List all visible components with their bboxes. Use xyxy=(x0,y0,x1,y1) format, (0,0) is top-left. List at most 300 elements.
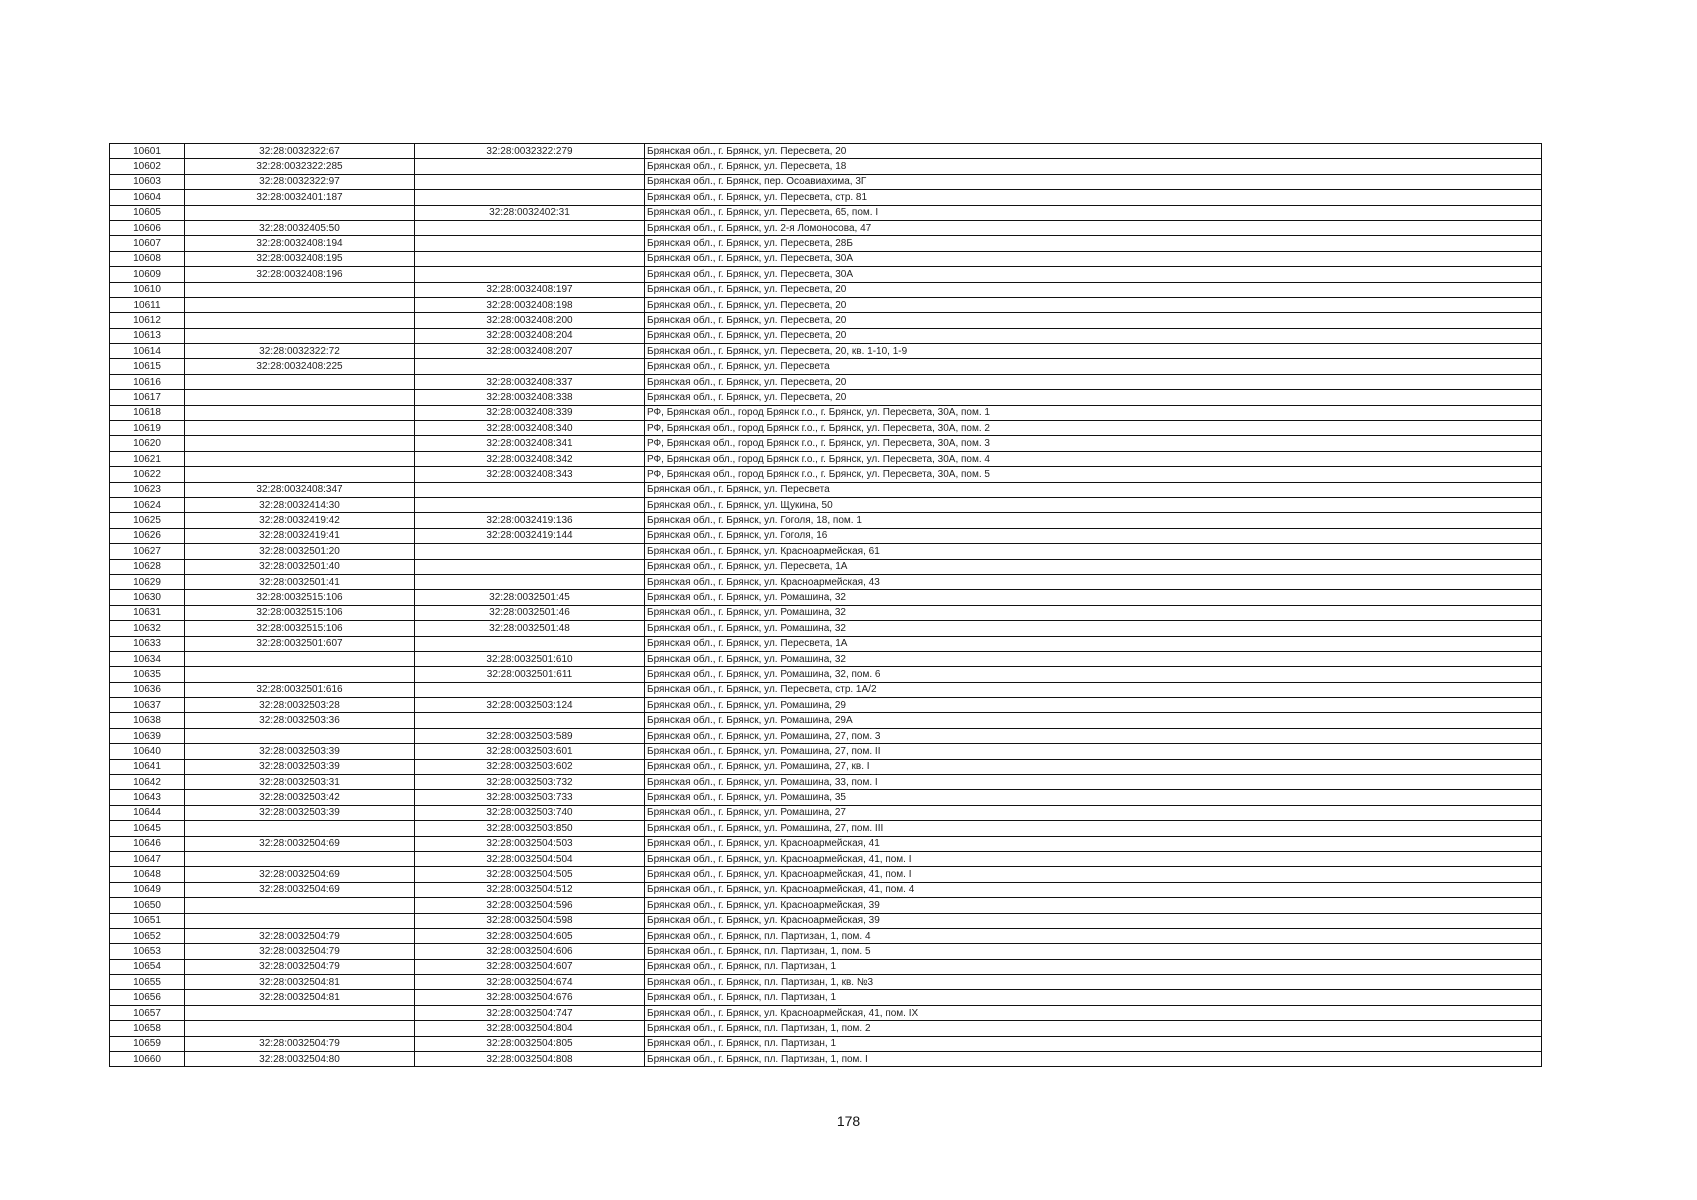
table-row xyxy=(110,605,1542,620)
row-number-cell: 10645 xyxy=(110,821,185,836)
table-row xyxy=(110,190,1542,205)
table-row xyxy=(110,821,1542,836)
row-number-cell: 10641 xyxy=(110,759,185,774)
land-cadastral-number-cell: 32:28:0032408:347 xyxy=(185,482,415,497)
address-cell: Брянская обл., г. Брянск, ул. Пересвета, 20 xyxy=(645,297,1542,312)
table-row xyxy=(110,805,1542,820)
object-cadastral-number-cell xyxy=(415,636,645,651)
object-cadastral-number-cell: 32:28:0032408:343 xyxy=(415,467,645,482)
land-cadastral-number-cell: 32:28:0032414:30 xyxy=(185,497,415,512)
table-row xyxy=(110,975,1542,990)
address-cell: Брянская обл., г. Брянск, ул. Красноармейская, 41 xyxy=(645,836,1542,851)
land-cadastral-number-cell: 32:28:0032504:69 xyxy=(185,867,415,882)
page-number: 178 xyxy=(836,1113,861,1129)
land-cadastral-number-cell: 32:28:0032322:285 xyxy=(185,159,415,174)
land-cadastral-number-cell: 32:28:0032322:67 xyxy=(185,144,415,159)
object-cadastral-number-cell: 32:28:0032504:674 xyxy=(415,975,645,990)
address-cell: Брянская обл., г. Брянск, ул. Пересвета, стр. 1А/2 xyxy=(645,682,1542,697)
object-cadastral-number-cell xyxy=(415,190,645,205)
table-row xyxy=(110,836,1542,851)
address-cell: Брянская обл., г. Брянск, ул. Пересвета, 30А xyxy=(645,251,1542,266)
address-cell: Брянская обл., г. Брянск, ул. Пересвета, 20 xyxy=(645,390,1542,405)
address-cell: Брянская обл., г. Брянск, ул. Ромашина, 29 xyxy=(645,698,1542,713)
object-cadastral-number-cell: 32:28:0032503:850 xyxy=(415,821,645,836)
object-cadastral-number-cell: 32:28:0032408:339 xyxy=(415,405,645,420)
address-cell: Брянская обл., г. Брянск, ул. Пересвета, 65, пом. I xyxy=(645,205,1542,220)
table-row xyxy=(110,867,1542,882)
row-number-cell: 10636 xyxy=(110,682,185,697)
land-cadastral-number-cell xyxy=(185,421,415,436)
table-row xyxy=(110,1036,1542,1051)
row-number-cell: 10615 xyxy=(110,359,185,374)
table-row xyxy=(110,159,1542,174)
object-cadastral-number-cell xyxy=(415,482,645,497)
object-cadastral-number-cell: 32:28:0032504:503 xyxy=(415,836,645,851)
row-number-cell: 10633 xyxy=(110,636,185,651)
object-cadastral-number-cell xyxy=(415,559,645,574)
table-row xyxy=(110,990,1542,1005)
land-cadastral-number-cell: 32:28:0032322:72 xyxy=(185,344,415,359)
table-row xyxy=(110,698,1542,713)
row-number-cell: 10601 xyxy=(110,144,185,159)
row-number-cell: 10658 xyxy=(110,1021,185,1036)
land-cadastral-number-cell: 32:28:0032503:36 xyxy=(185,713,415,728)
land-cadastral-number-cell xyxy=(185,436,415,451)
row-number-cell: 10619 xyxy=(110,421,185,436)
table-row xyxy=(110,267,1542,282)
row-number-cell: 10621 xyxy=(110,451,185,466)
address-cell: Брянская обл., г. Брянск, пл. Партизан, 1, пом. 5 xyxy=(645,944,1542,959)
address-cell: Брянская обл., г. Брянск, пл. Партизан, 1 xyxy=(645,959,1542,974)
object-cadastral-number-cell: 32:28:0032408:204 xyxy=(415,328,645,343)
land-cadastral-number-cell: 32:28:0032515:106 xyxy=(185,590,415,605)
row-number-cell: 10654 xyxy=(110,959,185,974)
object-cadastral-number-cell: 32:28:0032504:805 xyxy=(415,1036,645,1051)
address-cell: Брянская обл., г. Брянск, ул. 2-я Ломоносова, 47 xyxy=(645,220,1542,235)
object-cadastral-number-cell: 32:28:0032322:279 xyxy=(415,144,645,159)
table-row xyxy=(110,497,1542,512)
row-number-cell: 10657 xyxy=(110,1005,185,1020)
land-cadastral-number-cell xyxy=(185,451,415,466)
address-cell: РФ, Брянская обл., город Брянск г.о., г. Брянск, ул. Пересвета, 30А, пом. 3 xyxy=(645,436,1542,451)
address-cell: Брянская обл., г. Брянск, пл. Партизан, 1 xyxy=(645,1036,1542,1051)
land-cadastral-number-cell: 32:28:0032503:31 xyxy=(185,775,415,790)
row-number-cell: 10608 xyxy=(110,251,185,266)
register-table xyxy=(109,143,1542,1067)
object-cadastral-number-cell: 32:28:0032504:607 xyxy=(415,959,645,974)
address-cell: Брянская обл., г. Брянск, ул. Пересвета, 1А xyxy=(645,636,1542,651)
row-number-cell: 10622 xyxy=(110,467,185,482)
row-number-cell: 10604 xyxy=(110,190,185,205)
address-cell: Брянская обл., г. Брянск, ул. Пересвета xyxy=(645,359,1542,374)
row-number-cell: 10606 xyxy=(110,220,185,235)
object-cadastral-number-cell: 32:28:0032419:136 xyxy=(415,513,645,528)
object-cadastral-number-cell xyxy=(415,251,645,266)
land-cadastral-number-cell xyxy=(185,405,415,420)
table-row xyxy=(110,482,1542,497)
address-cell: РФ, Брянская обл., город Брянск г.о., г. Брянск, ул. Пересвета, 30А, пом. 5 xyxy=(645,467,1542,482)
row-number-cell: 10660 xyxy=(110,1052,185,1067)
row-number-cell: 10609 xyxy=(110,267,185,282)
land-cadastral-number-cell: 32:28:0032503:39 xyxy=(185,744,415,759)
land-cadastral-number-cell: 32:28:0032501:40 xyxy=(185,559,415,574)
land-cadastral-number-cell: 32:28:0032504:69 xyxy=(185,882,415,897)
land-cadastral-number-cell: 32:28:0032419:41 xyxy=(185,528,415,543)
land-cadastral-number-cell: 32:28:0032408:194 xyxy=(185,236,415,251)
address-cell: Брянская обл., г. Брянск, ул. Красноармейская, 41, пом. 4 xyxy=(645,882,1542,897)
address-cell: Брянская обл., г. Брянск, ул. Ромашина, 35 xyxy=(645,790,1542,805)
address-cell: Брянская обл., г. Брянск, ул. Пересвета, 20 xyxy=(645,374,1542,389)
address-cell: Брянская обл., г. Брянск, ул. Пересвета, стр. 81 xyxy=(645,190,1542,205)
row-number-cell: 10650 xyxy=(110,898,185,913)
table-row xyxy=(110,144,1542,159)
address-cell: Брянская обл., г. Брянск, пер. Осоавиахима, 3Г xyxy=(645,174,1542,189)
object-cadastral-number-cell: 32:28:0032503:733 xyxy=(415,790,645,805)
land-cadastral-number-cell: 32:28:0032504:79 xyxy=(185,928,415,943)
object-cadastral-number-cell: 32:28:0032504:808 xyxy=(415,1052,645,1067)
address-cell: Брянская обл., г. Брянск, ул. Пересвета, 1А xyxy=(645,559,1542,574)
row-number-cell: 10646 xyxy=(110,836,185,851)
land-cadastral-number-cell: 32:28:0032504:79 xyxy=(185,944,415,959)
address-cell: Брянская обл., г. Брянск, ул. Гоголя, 18, пом. 1 xyxy=(645,513,1542,528)
land-cadastral-number-cell: 32:28:0032322:97 xyxy=(185,174,415,189)
address-cell: РФ, Брянская обл., город Брянск г.о., г. Брянск, ул. Пересвета, 30А, пом. 2 xyxy=(645,421,1542,436)
row-number-cell: 10614 xyxy=(110,344,185,359)
row-number-cell: 10630 xyxy=(110,590,185,605)
land-cadastral-number-cell xyxy=(185,821,415,836)
object-cadastral-number-cell: 32:28:0032419:144 xyxy=(415,528,645,543)
land-cadastral-number-cell xyxy=(185,297,415,312)
address-cell: Брянская обл., г. Брянск, ул. Ромашина, 32 xyxy=(645,651,1542,666)
object-cadastral-number-cell xyxy=(415,359,645,374)
row-number-cell: 10655 xyxy=(110,975,185,990)
object-cadastral-number-cell: 32:28:0032408:200 xyxy=(415,313,645,328)
address-cell: Брянская обл., г. Брянск, ул. Красноармейская, 41, пом. IX xyxy=(645,1005,1542,1020)
address-cell: Брянская обл., г. Брянск, ул. Пересвета, 20 xyxy=(645,282,1542,297)
row-number-cell: 10602 xyxy=(110,159,185,174)
land-cadastral-number-cell: 32:28:0032504:81 xyxy=(185,990,415,1005)
table-row xyxy=(110,621,1542,636)
address-cell: Брянская обл., г. Брянск, пл. Партизан, 1, пом. 4 xyxy=(645,928,1542,943)
object-cadastral-number-cell: 32:28:0032501:48 xyxy=(415,621,645,636)
land-cadastral-number-cell: 32:28:0032501:20 xyxy=(185,544,415,559)
object-cadastral-number-cell: 32:28:0032504:676 xyxy=(415,990,645,1005)
land-cadastral-number-cell xyxy=(185,851,415,866)
row-number-cell: 10612 xyxy=(110,313,185,328)
table-row xyxy=(110,436,1542,451)
table-row xyxy=(110,282,1542,297)
address-cell: Брянская обл., г. Брянск, пл. Партизан, 1 xyxy=(645,990,1542,1005)
row-number-cell: 10659 xyxy=(110,1036,185,1051)
table-row xyxy=(110,236,1542,251)
land-cadastral-number-cell xyxy=(185,467,415,482)
table-row xyxy=(110,559,1542,574)
address-cell: Брянская обл., г. Брянск, ул. Красноармейская, 61 xyxy=(645,544,1542,559)
table-row xyxy=(110,928,1542,943)
table-row xyxy=(110,297,1542,312)
table-row xyxy=(110,1021,1542,1036)
object-cadastral-number-cell: 32:28:0032503:589 xyxy=(415,728,645,743)
object-cadastral-number-cell: 32:28:0032408:340 xyxy=(415,421,645,436)
object-cadastral-number-cell: 32:28:0032408:338 xyxy=(415,390,645,405)
table-row xyxy=(110,913,1542,928)
table-row xyxy=(110,574,1542,589)
row-number-cell: 10624 xyxy=(110,497,185,512)
row-number-cell: 10625 xyxy=(110,513,185,528)
address-cell: РФ, Брянская обл., город Брянск г.о., г. Брянск, ул. Пересвета, 30А, пом. 1 xyxy=(645,405,1542,420)
table-row xyxy=(110,467,1542,482)
land-cadastral-number-cell xyxy=(185,374,415,389)
address-cell: Брянская обл., г. Брянск, ул. Щукина, 50 xyxy=(645,497,1542,512)
object-cadastral-number-cell xyxy=(415,267,645,282)
row-number-cell: 10623 xyxy=(110,482,185,497)
row-number-cell: 10640 xyxy=(110,744,185,759)
object-cadastral-number-cell xyxy=(415,220,645,235)
address-cell: Брянская обл., г. Брянск, ул. Пересвета, 20 xyxy=(645,144,1542,159)
land-cadastral-number-cell: 32:28:0032408:195 xyxy=(185,251,415,266)
table-row xyxy=(110,344,1542,359)
address-cell: Брянская обл., г. Брянск, ул. Ромашина, 27 xyxy=(645,805,1542,820)
land-cadastral-number-cell xyxy=(185,313,415,328)
table-row xyxy=(110,590,1542,605)
row-number-cell: 10653 xyxy=(110,944,185,959)
table-row xyxy=(110,667,1542,682)
object-cadastral-number-cell: 32:28:0032504:804 xyxy=(415,1021,645,1036)
object-cadastral-number-cell: 32:28:0032503:124 xyxy=(415,698,645,713)
object-cadastral-number-cell: 32:28:0032504:605 xyxy=(415,928,645,943)
object-cadastral-number-cell: 32:28:0032504:505 xyxy=(415,867,645,882)
land-cadastral-number-cell: 32:28:0032515:106 xyxy=(185,621,415,636)
land-cadastral-number-cell xyxy=(185,390,415,405)
table-row xyxy=(110,651,1542,666)
table-row xyxy=(110,174,1542,189)
land-cadastral-number-cell: 32:28:0032515:106 xyxy=(185,605,415,620)
land-cadastral-number-cell: 32:28:0032503:42 xyxy=(185,790,415,805)
address-cell: Брянская обл., г. Брянск, ул. Ромашина, 33, пом. I xyxy=(645,775,1542,790)
object-cadastral-number-cell: 32:28:0032408:342 xyxy=(415,451,645,466)
row-number-cell: 10620 xyxy=(110,436,185,451)
address-cell: Брянская обл., г. Брянск, ул. Ромашина, 27, кв. I xyxy=(645,759,1542,774)
address-cell: Брянская обл., г. Брянск, ул. Ромашина, 27, пом. II xyxy=(645,744,1542,759)
object-cadastral-number-cell: 32:28:0032504:598 xyxy=(415,913,645,928)
address-cell: Брянская обл., г. Брянск, ул. Пересвета, 20 xyxy=(645,328,1542,343)
address-cell: Брянская обл., г. Брянск, ул. Пересвета, 20, кв. 1-10, 1-9 xyxy=(645,344,1542,359)
object-cadastral-number-cell: 32:28:0032501:46 xyxy=(415,605,645,620)
row-number-cell: 10651 xyxy=(110,913,185,928)
object-cadastral-number-cell: 32:28:0032501:45 xyxy=(415,590,645,605)
address-cell: Брянская обл., г. Брянск, ул. Ромашина, 32 xyxy=(645,605,1542,620)
object-cadastral-number-cell: 32:28:0032504:596 xyxy=(415,898,645,913)
object-cadastral-number-cell: 32:28:0032408:197 xyxy=(415,282,645,297)
table-row xyxy=(110,421,1542,436)
row-number-cell: 10648 xyxy=(110,867,185,882)
row-number-cell: 10618 xyxy=(110,405,185,420)
object-cadastral-number-cell: 32:28:0032408:341 xyxy=(415,436,645,451)
address-cell: Брянская обл., г. Брянск, ул. Ромашина, 32 xyxy=(645,621,1542,636)
row-number-cell: 10627 xyxy=(110,544,185,559)
land-cadastral-number-cell: 32:28:0032405:50 xyxy=(185,220,415,235)
row-number-cell: 10631 xyxy=(110,605,185,620)
table-row xyxy=(110,205,1542,220)
object-cadastral-number-cell: 32:28:0032501:611 xyxy=(415,667,645,682)
object-cadastral-number-cell: 32:28:0032503:602 xyxy=(415,759,645,774)
address-cell: Брянская обл., г. Брянск, ул. Пересвета xyxy=(645,482,1542,497)
address-cell: Брянская обл., г. Брянск, ул. Красноармейская, 41, пом. I xyxy=(645,867,1542,882)
address-cell: Брянская обл., г. Брянск, ул. Ромашина, 32 xyxy=(645,590,1542,605)
table-row xyxy=(110,544,1542,559)
object-cadastral-number-cell xyxy=(415,682,645,697)
land-cadastral-number-cell xyxy=(185,898,415,913)
table-row xyxy=(110,775,1542,790)
address-cell: Брянская обл., г. Брянск, пл. Партизан, 1, кв. №3 xyxy=(645,975,1542,990)
row-number-cell: 10638 xyxy=(110,713,185,728)
row-number-cell: 10632 xyxy=(110,621,185,636)
table-row xyxy=(110,636,1542,651)
table-row xyxy=(110,682,1542,697)
row-number-cell: 10634 xyxy=(110,651,185,666)
land-cadastral-number-cell: 32:28:0032504:79 xyxy=(185,959,415,974)
table-row xyxy=(110,313,1542,328)
land-cadastral-number-cell: 32:28:0032503:39 xyxy=(185,805,415,820)
row-number-cell: 10616 xyxy=(110,374,185,389)
address-cell: Брянская обл., г. Брянск, ул. Ромашина, 32, пом. 6 xyxy=(645,667,1542,682)
table-row xyxy=(110,1005,1542,1020)
land-cadastral-number-cell xyxy=(185,651,415,666)
address-cell: Брянская обл., г. Брянск, ул. Пересвета, 18 xyxy=(645,159,1542,174)
land-cadastral-number-cell xyxy=(185,728,415,743)
row-number-cell: 10629 xyxy=(110,574,185,589)
table-row xyxy=(110,251,1542,266)
table-row xyxy=(110,851,1542,866)
row-number-cell: 10649 xyxy=(110,882,185,897)
object-cadastral-number-cell: 32:28:0032504:747 xyxy=(415,1005,645,1020)
table-row xyxy=(110,528,1542,543)
table-row xyxy=(110,728,1542,743)
object-cadastral-number-cell: 32:28:0032408:207 xyxy=(415,344,645,359)
object-cadastral-number-cell xyxy=(415,544,645,559)
land-cadastral-number-cell xyxy=(185,1005,415,1020)
object-cadastral-number-cell xyxy=(415,574,645,589)
table-row xyxy=(110,374,1542,389)
address-cell: Брянская обл., г. Брянск, пл. Партизан, 1, пом. I xyxy=(645,1052,1542,1067)
address-cell: Брянская обл., г. Брянск, пл. Партизан, 1, пом. 2 xyxy=(645,1021,1542,1036)
object-cadastral-number-cell: 32:28:0032408:198 xyxy=(415,297,645,312)
row-number-cell: 10656 xyxy=(110,990,185,1005)
land-cadastral-number-cell: 32:28:0032503:28 xyxy=(185,698,415,713)
address-cell: Брянская обл., г. Брянск, ул. Ромашина, 27, пом. 3 xyxy=(645,728,1542,743)
land-cadastral-number-cell: 32:28:0032501:607 xyxy=(185,636,415,651)
object-cadastral-number-cell: 32:28:0032503:601 xyxy=(415,744,645,759)
row-number-cell: 10613 xyxy=(110,328,185,343)
land-cadastral-number-cell xyxy=(185,1021,415,1036)
address-cell: Брянская обл., г. Брянск, ул. Ромашина, 27, пом. III xyxy=(645,821,1542,836)
object-cadastral-number-cell xyxy=(415,159,645,174)
table-row xyxy=(110,390,1542,405)
land-cadastral-number-cell xyxy=(185,667,415,682)
row-number-cell: 10635 xyxy=(110,667,185,682)
object-cadastral-number-cell xyxy=(415,236,645,251)
land-cadastral-number-cell: 32:28:0032504:81 xyxy=(185,975,415,990)
object-cadastral-number-cell: 32:28:0032503:740 xyxy=(415,805,645,820)
row-number-cell: 10611 xyxy=(110,297,185,312)
land-cadastral-number-cell xyxy=(185,913,415,928)
land-cadastral-number-cell: 32:28:0032408:225 xyxy=(185,359,415,374)
table-row xyxy=(110,882,1542,897)
row-number-cell: 10603 xyxy=(110,174,185,189)
row-number-cell: 10642 xyxy=(110,775,185,790)
land-cadastral-number-cell: 32:28:0032503:39 xyxy=(185,759,415,774)
land-cadastral-number-cell: 32:28:0032504:80 xyxy=(185,1052,415,1067)
table-row xyxy=(110,744,1542,759)
object-cadastral-number-cell xyxy=(415,497,645,512)
land-cadastral-number-cell: 32:28:0032504:79 xyxy=(185,1036,415,1051)
address-cell: Брянская обл., г. Брянск, ул. Пересвета, 28Б xyxy=(645,236,1542,251)
land-cadastral-number-cell xyxy=(185,282,415,297)
row-number-cell: 10605 xyxy=(110,205,185,220)
register-table-body xyxy=(110,144,1542,1067)
row-number-cell: 10637 xyxy=(110,698,185,713)
object-cadastral-number-cell: 32:28:0032504:606 xyxy=(415,944,645,959)
table-row xyxy=(110,513,1542,528)
table-row xyxy=(110,713,1542,728)
row-number-cell: 10639 xyxy=(110,728,185,743)
object-cadastral-number-cell: 32:28:0032504:512 xyxy=(415,882,645,897)
row-number-cell: 10644 xyxy=(110,805,185,820)
row-number-cell: 10628 xyxy=(110,559,185,574)
object-cadastral-number-cell: 32:28:0032402:31 xyxy=(415,205,645,220)
table-row xyxy=(110,759,1542,774)
row-number-cell: 10617 xyxy=(110,390,185,405)
row-number-cell: 10647 xyxy=(110,851,185,866)
row-number-cell: 10652 xyxy=(110,928,185,943)
land-cadastral-number-cell: 32:28:0032501:616 xyxy=(185,682,415,697)
address-cell: Брянская обл., г. Брянск, ул. Пересвета, 30А xyxy=(645,267,1542,282)
address-cell: Брянская обл., г. Брянск, ул. Ромашина, 29А xyxy=(645,713,1542,728)
object-cadastral-number-cell: 32:28:0032501:610 xyxy=(415,651,645,666)
object-cadastral-number-cell: 32:28:0032408:337 xyxy=(415,374,645,389)
object-cadastral-number-cell xyxy=(415,174,645,189)
land-cadastral-number-cell: 32:28:0032401:187 xyxy=(185,190,415,205)
land-cadastral-number-cell xyxy=(185,328,415,343)
land-cadastral-number-cell: 32:28:0032504:69 xyxy=(185,836,415,851)
row-number-cell: 10626 xyxy=(110,528,185,543)
row-number-cell: 10610 xyxy=(110,282,185,297)
row-number-cell: 10643 xyxy=(110,790,185,805)
object-cadastral-number-cell xyxy=(415,713,645,728)
table-row xyxy=(110,405,1542,420)
address-cell: РФ, Брянская обл., город Брянск г.о., г. Брянск, ул. Пересвета, 30А, пом. 4 xyxy=(645,451,1542,466)
land-cadastral-number-cell: 32:28:0032419:42 xyxy=(185,513,415,528)
land-cadastral-number-cell: 32:28:0032501:41 xyxy=(185,574,415,589)
table-row xyxy=(110,328,1542,343)
address-cell: Брянская обл., г. Брянск, ул. Гоголя, 16 xyxy=(645,528,1542,543)
object-cadastral-number-cell: 32:28:0032504:504 xyxy=(415,851,645,866)
land-cadastral-number-cell xyxy=(185,205,415,220)
table-row xyxy=(110,220,1542,235)
address-cell: Брянская обл., г. Брянск, ул. Красноармейская, 43 xyxy=(645,574,1542,589)
address-cell: Брянская обл., г. Брянск, ул. Красноармейская, 39 xyxy=(645,913,1542,928)
table-row xyxy=(110,451,1542,466)
row-number-cell: 10607 xyxy=(110,236,185,251)
land-cadastral-number-cell: 32:28:0032408:196 xyxy=(185,267,415,282)
address-cell: Брянская обл., г. Брянск, ул. Красноармейская, 39 xyxy=(645,898,1542,913)
table-row xyxy=(110,1052,1542,1067)
table-row xyxy=(110,359,1542,374)
object-cadastral-number-cell: 32:28:0032503:732 xyxy=(415,775,645,790)
address-cell: Брянская обл., г. Брянск, ул. Пересвета, 20 xyxy=(645,313,1542,328)
address-cell: Брянская обл., г. Брянск, ул. Красноармейская, 41, пом. I xyxy=(645,851,1542,866)
table-row xyxy=(110,944,1542,959)
